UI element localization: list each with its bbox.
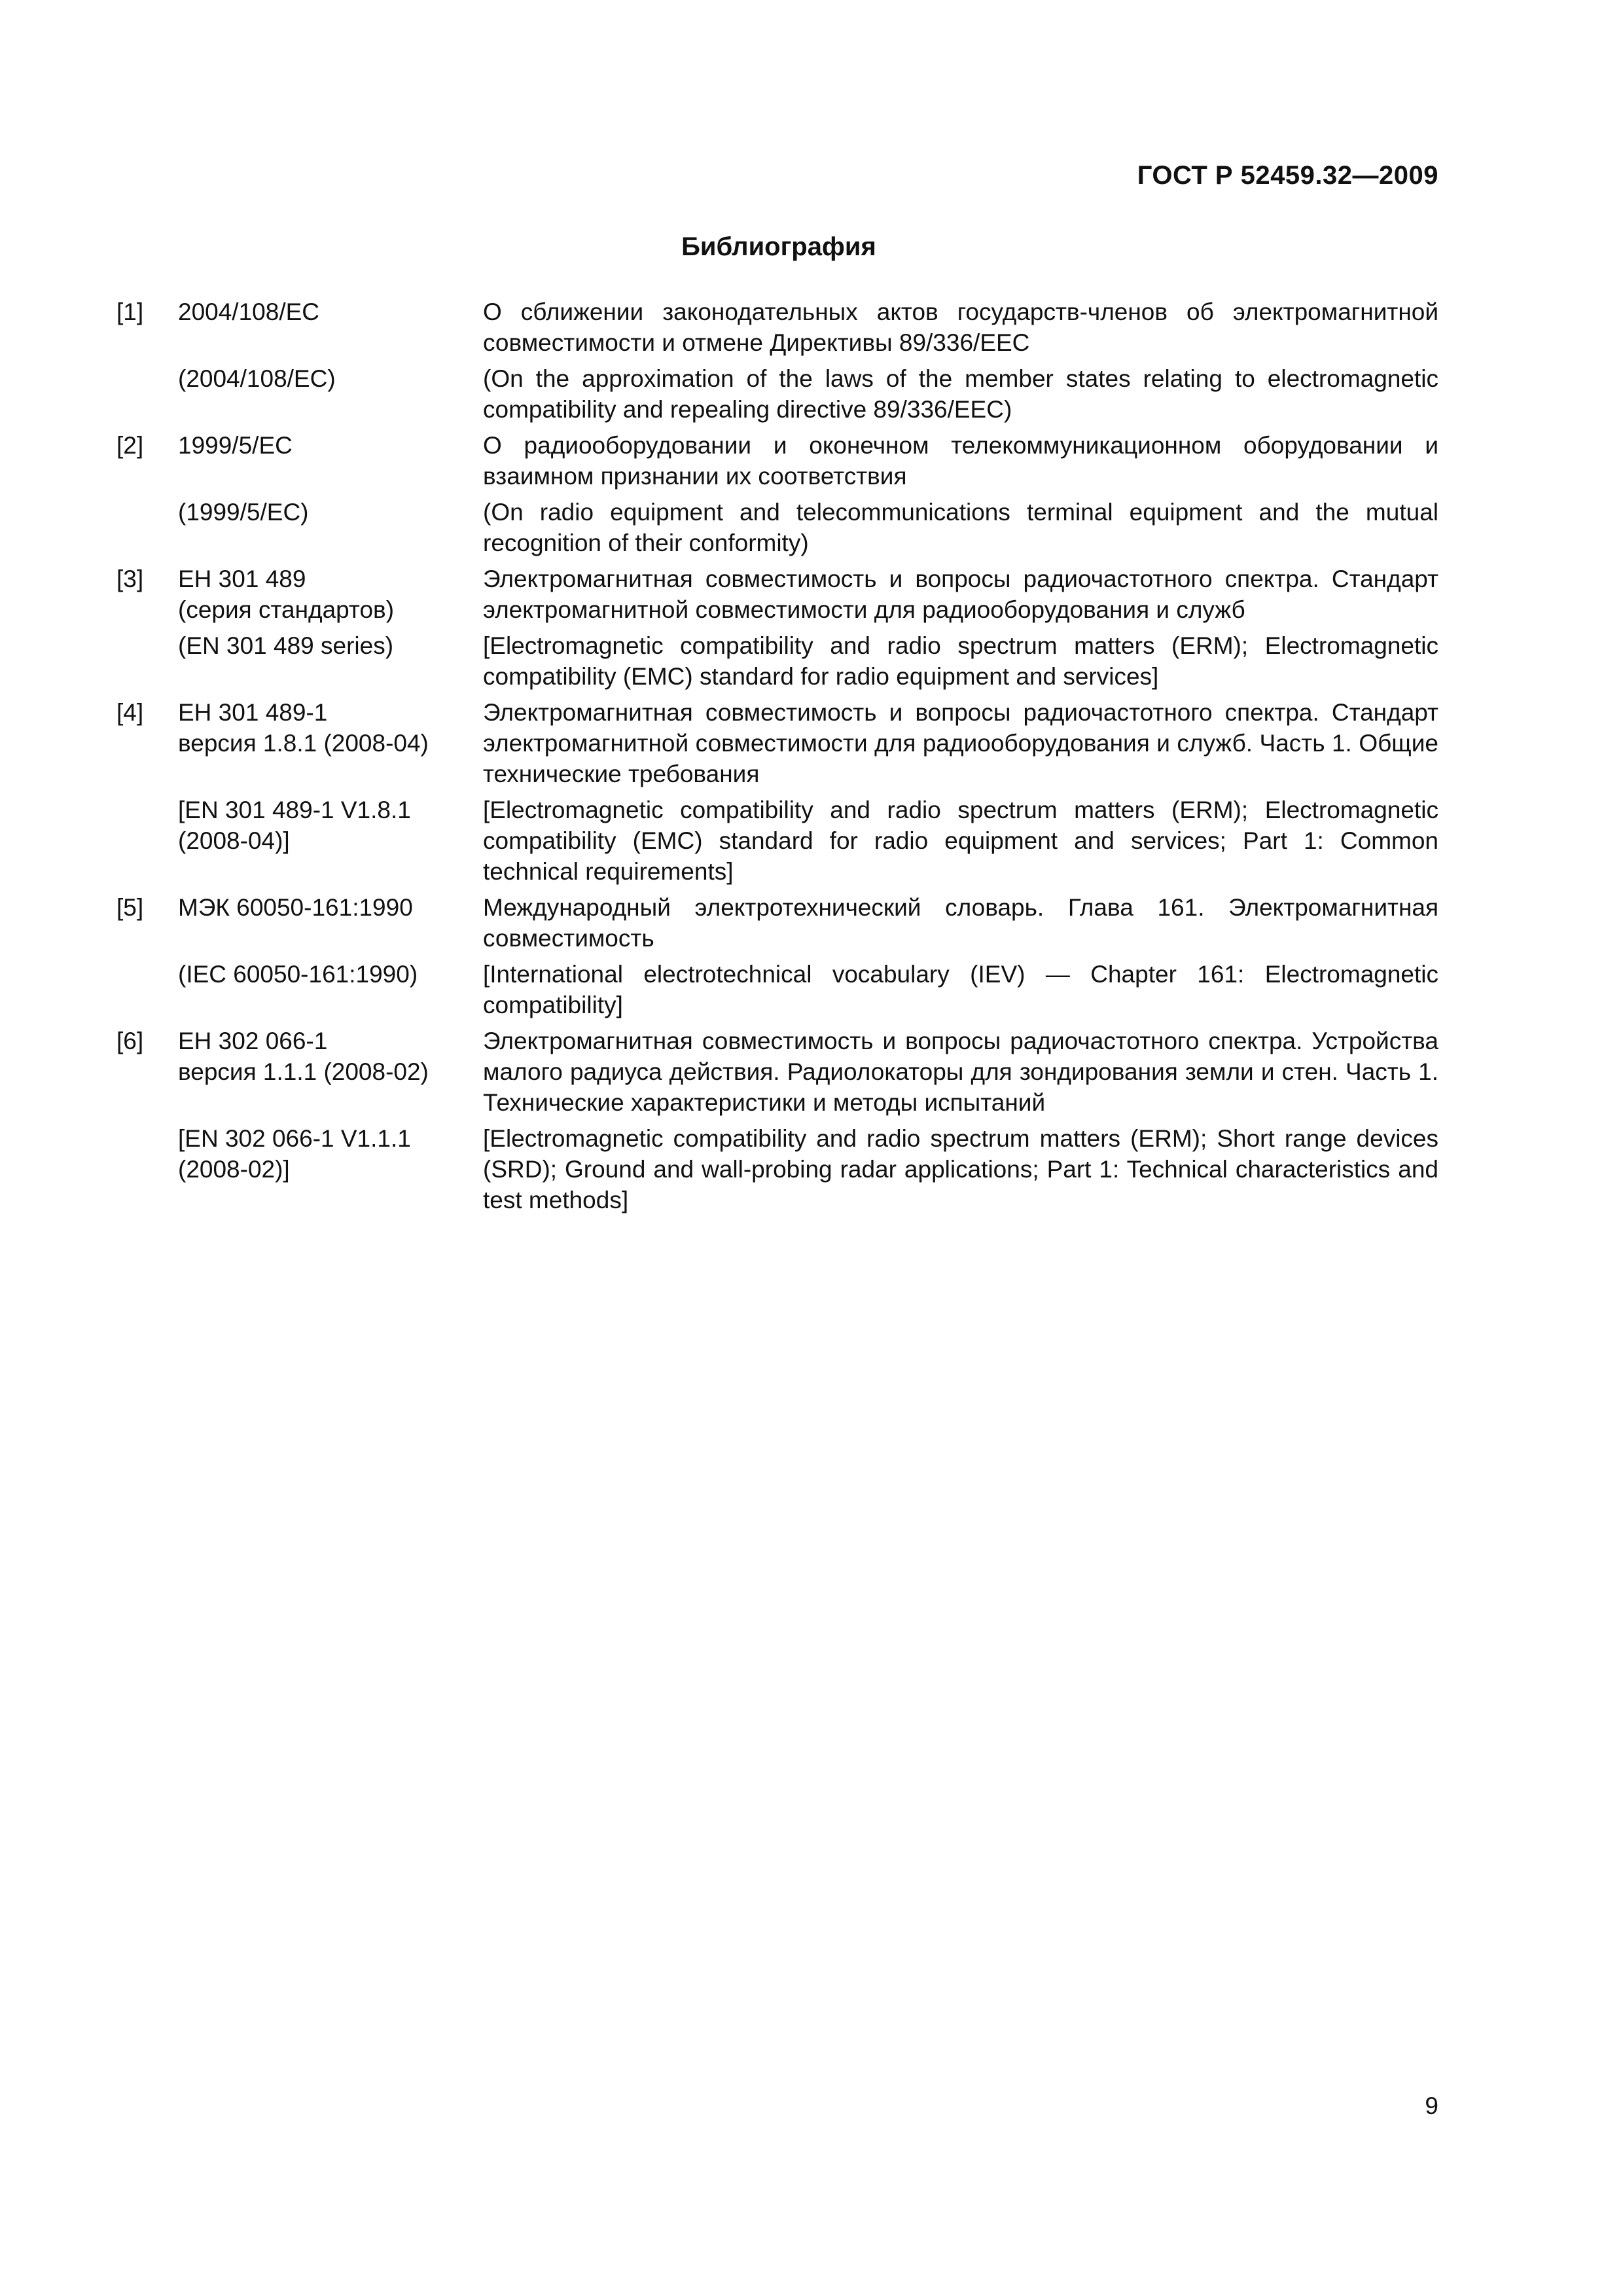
entry-title-english: [Electromagnetic compatibility and radio spectrum matters (ERM); Electromagnetic compatibility (EMC) standard for radio equipment and services; Part 1: Common technical requirements] <box>483 797 1438 885</box>
entry-code: 1999/5/ЕС <box>178 432 293 459</box>
entry-title: Электромагнитная совместимость и вопросы радиочастотного спектра. Стандарт электромагнитной совместимости для радиооборудования и служб <box>483 565 1438 623</box>
entry-code-english: (IEC 60050-161:1990) <box>178 961 418 988</box>
entry-title-english: [Electromagnetic compatibility and radio spectrum matters (ERM); Electromagnetic compatibility (EMC) standard for radio equipment and services] <box>483 632 1438 690</box>
entry-title: О радиооборудовании и оконечном телекоммуникационном оборудовании и взаимном признании их соответствия <box>483 432 1438 490</box>
entry-title-english: (On the approximation of the laws of the member states relating to electromagnetic compatibility and repealing directive 89/336/EEC) <box>483 365 1438 423</box>
entry-code: ЕН 301 489-1 версия 1.8.1 (2008-04) <box>178 699 429 757</box>
entry-title-english: (On radio equipment and telecommunications terminal equipment and the mutual recognition of their conformity) <box>483 499 1438 556</box>
bibliography-entry <box>116 296 1438 425</box>
entry-code: ЕН 302 066-1 версия 1.1.1 (2008-02) <box>178 1028 429 1085</box>
entry-title: Международный электротехнический словарь. Глава 161. Электромагнитная совместимость <box>483 894 1438 952</box>
bibliography-entry <box>116 430 1438 558</box>
entry-title-english: [Electromagnetic compatibility and radio spectrum matters (ERM); Short range devices (SRD); Ground and wall-probing radar applications; Part 1: Technical characteristics and test methods] <box>483 1125 1438 1213</box>
entry-english-row <box>116 630 1438 692</box>
entry-english-row <box>116 363 1438 425</box>
bibliography-entry <box>116 1026 1438 1215</box>
entry-russian-row <box>116 296 1438 358</box>
entry-title: О сближении законодательных актов государств-членов об электромагнитной совместимости и отмене Директивы 89/336/ЕЕС <box>483 298 1438 356</box>
document-code: ГОСТ Р 52459.32—2009 <box>1137 161 1438 190</box>
entry-title: Электромагнитная совместимость и вопросы радиочастотного спектра. Стандарт электромагнитной совместимости для радиооборудования и служб. Часть 1. Общие технические требования <box>483 699 1438 787</box>
entry-code: ЕН 301 489 (серия стандартов) <box>178 565 395 623</box>
entry-russian-row <box>116 1026 1438 1118</box>
entry-english-row <box>116 497 1438 558</box>
entry-code-english: (1999/5/ЕС) <box>178 499 309 526</box>
entry-title: Электромагнитная совместимость и вопросы радиочастотного спектра. Устройства малого радиуса действия. Радиолокаторы для зондирования земли и стен. Часть 1. Технические характеристики и методы испытаний <box>483 1028 1438 1116</box>
entry-code-english: (EN 301 489 series) <box>178 632 394 659</box>
entry-title-english: [International electrotechnical vocabulary (IEV) — Chapter 161: Electromagnetic compatibility] <box>483 961 1438 1018</box>
page-title: Библиография <box>681 232 876 261</box>
entry-english-row <box>116 1123 1438 1215</box>
bibliography-list <box>116 296 1438 1221</box>
entry-code: МЭК 60050-161:1990 <box>178 894 413 921</box>
entry-number: [5] <box>116 894 144 921</box>
entry-code-english: [EN 302 066-1 V1.1.1 (2008-02)] <box>178 1125 411 1183</box>
entry-number: [2] <box>116 432 144 459</box>
entry-english-row <box>116 959 1438 1020</box>
bibliography-entry <box>116 892 1438 1020</box>
entry-english-row <box>116 795 1438 887</box>
page-number: 9 <box>1425 2092 1438 2119</box>
entry-number: [1] <box>116 298 144 325</box>
entry-number: [4] <box>116 699 144 726</box>
entry-number: [3] <box>116 565 144 592</box>
bibliography-entry <box>116 697 1438 887</box>
entry-russian-row <box>116 564 1438 625</box>
entry-russian-row <box>116 697 1438 789</box>
entry-russian-row <box>116 430 1438 492</box>
entry-code-english: (2004/108/ЕС) <box>178 365 336 392</box>
entry-russian-row <box>116 892 1438 954</box>
entry-code: 2004/108/ЕС <box>178 298 320 325</box>
bibliography-entry <box>116 564 1438 692</box>
entry-number: [6] <box>116 1028 144 1054</box>
entry-code-english: [EN 301 489-1 V1.8.1 (2008-04)] <box>178 797 411 854</box>
